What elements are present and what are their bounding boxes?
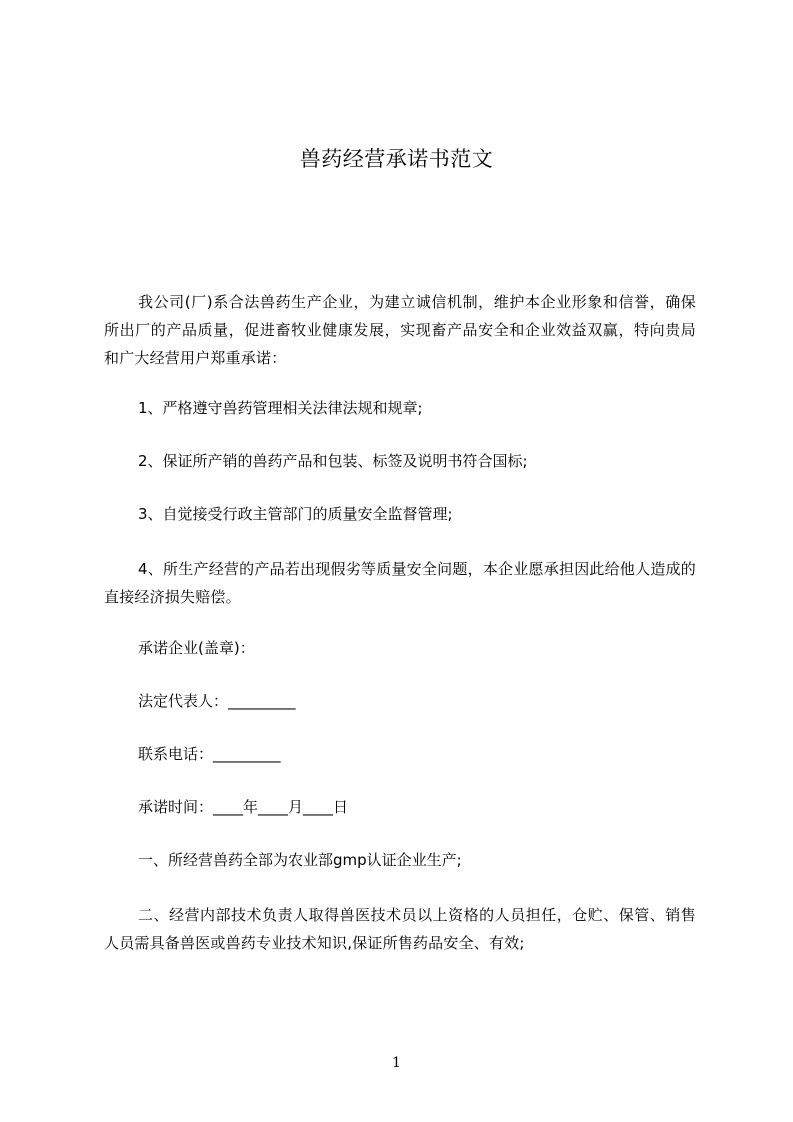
clause-one: 一、所经营兽药全部为农业部gmp认证企业生产; — [138, 851, 462, 869]
commitment-item-2: 2、保证所产销的兽药产品和包装、标签及说明书符合国标; — [138, 452, 528, 470]
page-number: 1 — [392, 1055, 401, 1071]
phone-field: 联系电话：_________ — [138, 745, 281, 763]
commitment-date-field: 承诺时间：____年____月____日 — [138, 798, 349, 816]
clause-two: 二、经营内部技术负责人取得兽医技术员以上资格的人员担任，仓贮、保管、销售人员需具备兽医或兽药专业技术知识,保证所售药品安全、有效; — [104, 906, 696, 952]
company-seal-label: 承诺企业(盖章)： — [138, 639, 255, 657]
document-title: 兽药经营承诺书范文 — [299, 147, 494, 171]
legal-representative-field: 法定代表人：_________ — [138, 692, 296, 710]
commitment-item-3: 3、自觉接受行政主管部门的质量安全监督管理; — [138, 505, 453, 523]
intro-paragraph: 我公司(厂)系合法兽药生产企业，为建立诚信机制，维护本企业形象和信誉，确保所出厂的产品质量，促进畜牧业健康发展，实现畜产品安全和企业效益双赢，特向贵局和广大经营用户郑重承诺： — [104, 293, 696, 367]
commitment-item-1: 1、严格遵守兽药管理相关法律法规和规章; — [138, 399, 423, 417]
commitment-item-4: 4、所生产经营的产品若出现假劣等质量安全问题，本企业愿承担因此给他人造成的直接经济损失赔偿。 — [104, 560, 696, 606]
